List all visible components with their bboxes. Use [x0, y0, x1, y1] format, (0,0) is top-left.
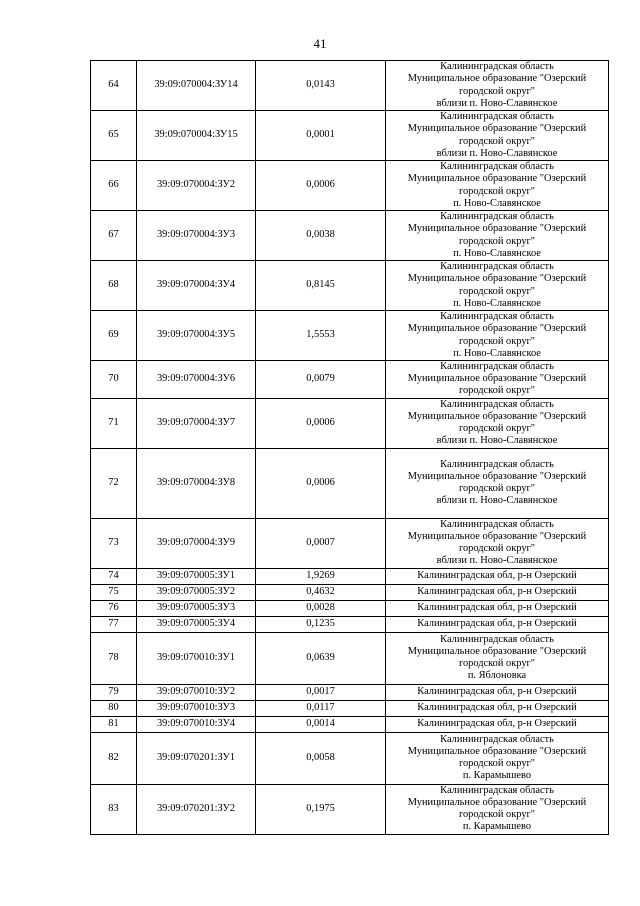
cadastral-number-cell: 39:09:070004:ЗУ7 [137, 398, 256, 448]
area-cell: 0,0014 [256, 716, 386, 732]
table-row [91, 398, 609, 448]
cadastral-number-cell: 39:09:070010:ЗУ2 [137, 684, 256, 700]
cadastral-number-cell: 39:09:070005:ЗУ1 [137, 568, 256, 584]
table-row [91, 311, 609, 361]
table-row [91, 261, 609, 311]
row-number-cell: 70 [91, 361, 137, 399]
cadastral-number-cell: 39:09:070010:ЗУ1 [137, 632, 256, 684]
location-line: п. Ново-Славянское [453, 347, 541, 359]
table-body [91, 61, 609, 835]
row-number-cell: 73 [91, 518, 137, 568]
location-cell [386, 111, 609, 161]
table-row [91, 61, 609, 111]
location-line: городской округ" [458, 335, 536, 347]
cadastral-number-cell: 39:09:070005:ЗУ4 [137, 616, 256, 632]
location-line: Муниципальное образование "Озерский [407, 645, 587, 657]
location-line: Муниципальное образование "Озерский [407, 530, 587, 542]
location-line: Калининградская обл, р-н Озерский [417, 586, 577, 597]
table-row [91, 700, 609, 716]
location-line: Калининградская область [440, 261, 554, 273]
location-cell [386, 61, 609, 111]
location-cell [386, 616, 609, 632]
location-cell [386, 716, 609, 732]
location-cell [386, 518, 609, 568]
location-line: Муниципальное образование "Озерский [407, 273, 587, 285]
location-line: Калининградская область [440, 311, 554, 323]
cadastral-number-cell: 39:09:070004:ЗУ9 [137, 518, 256, 568]
location-line: Муниципальное образование "Озерский [407, 73, 587, 85]
row-number-cell: 76 [91, 600, 137, 616]
location-line: Муниципальное образование "Озерский [407, 470, 587, 482]
area-cell: 0,1235 [256, 616, 386, 632]
location-cell [386, 784, 609, 834]
location-line: Калининградская область [440, 111, 554, 123]
location-line: городской округ" [458, 135, 536, 147]
location-line: Калининградская область [440, 784, 554, 796]
location-line: Калининградская обл, р-н Озерский [417, 686, 577, 697]
area-cell: 1,5553 [256, 311, 386, 361]
location-line: Калининградская область [440, 518, 554, 530]
location-line: Калининградская обл, р-н Озерский [417, 702, 577, 713]
location-cell [386, 684, 609, 700]
area-cell: 0,0007 [256, 518, 386, 568]
area-cell: 0,0006 [256, 448, 386, 518]
cadastral-number-cell: 39:09:070004:ЗУ4 [137, 261, 256, 311]
row-number-cell: 83 [91, 784, 137, 834]
table-row [91, 568, 609, 584]
row-number-cell: 81 [91, 716, 137, 732]
row-number-cell: 82 [91, 732, 137, 784]
row-number-cell: 79 [91, 684, 137, 700]
location-line: Калининградская область [440, 211, 554, 223]
row-number-cell: 68 [91, 261, 137, 311]
cadastral-number-cell: 39:09:070005:ЗУ3 [137, 600, 256, 616]
location-cell [386, 600, 609, 616]
table-row [91, 684, 609, 700]
location-line: Калининградская обл, р-н Озерский [417, 618, 577, 629]
location-line: Муниципальное образование "Озерский [407, 796, 587, 808]
location-cell [386, 448, 609, 518]
row-number-cell: 64 [91, 61, 137, 111]
table-row [91, 784, 609, 834]
location-cell [386, 568, 609, 584]
location-line: городской округ" [458, 758, 536, 770]
table-row [91, 448, 609, 518]
area-cell: 0,1975 [256, 784, 386, 834]
location-line: городской округ" [458, 658, 536, 670]
table-row [91, 616, 609, 632]
cadastral-number-cell: 39:09:070004:ЗУ3 [137, 211, 256, 261]
location-line: городской округ" [458, 235, 536, 247]
area-cell: 0,0117 [256, 700, 386, 716]
location-line: Муниципальное образование "Озерский [407, 123, 587, 135]
location-line: Калининградская область [440, 361, 554, 372]
location-line: Калининградская область [440, 161, 554, 173]
table-row [91, 732, 609, 784]
area-cell: 0,0017 [256, 684, 386, 700]
area-cell: 0,8145 [256, 261, 386, 311]
location-line: Муниципальное образование "Озерский [407, 745, 587, 757]
table-row [91, 211, 609, 261]
location-line: п. Ново-Славянское [453, 247, 541, 259]
row-number-cell: 74 [91, 568, 137, 584]
location-line: Калининградская обл, р-н Озерский [417, 602, 577, 613]
location-line: городской округ" [458, 423, 536, 435]
location-line: п. Карамышево [462, 770, 532, 782]
location-line: Муниципальное образование "Озерский [407, 323, 587, 335]
location-line: Калининградская обл, р-н Озерский [417, 570, 577, 581]
location-line: Муниципальное образование "Озерский [407, 373, 587, 385]
location-line: вблизи п. Ново-Славянское [436, 495, 558, 507]
location-cell [386, 632, 609, 684]
location-line: Калининградская область [440, 61, 554, 73]
area-cell: 0,0006 [256, 161, 386, 211]
location-line: п. Карамышево [462, 821, 532, 833]
location-line: городской округ" [458, 543, 536, 555]
cadastral-number-cell: 39:09:070004:ЗУ15 [137, 111, 256, 161]
row-number-cell: 69 [91, 311, 137, 361]
table-row [91, 600, 609, 616]
location-line: Калининградская область [440, 458, 554, 470]
location-line: Муниципальное образование "Озерский [407, 173, 587, 185]
location-cell [386, 261, 609, 311]
table-row [91, 111, 609, 161]
location-cell [386, 584, 609, 600]
location-line: городской округ" [458, 809, 536, 821]
location-cell [386, 311, 609, 361]
cadastral-number-cell: 39:09:070004:ЗУ8 [137, 448, 256, 518]
location-line: Калининградская область [440, 633, 554, 645]
location-line: вблизи п. Ново-Славянское [436, 97, 558, 109]
row-number-cell: 75 [91, 584, 137, 600]
table-row [91, 632, 609, 684]
row-number-cell: 80 [91, 700, 137, 716]
area-cell: 1,9269 [256, 568, 386, 584]
location-line: вблизи п. Ново-Славянское [436, 147, 558, 159]
location-line: Калининградская область [440, 398, 554, 410]
location-line: п. Ново-Славянское [453, 297, 541, 309]
table-row [91, 161, 609, 211]
location-line: Калининградская область [440, 733, 554, 745]
location-cell [386, 361, 609, 399]
row-number-cell: 77 [91, 616, 137, 632]
area-cell: 0,4632 [256, 584, 386, 600]
area-cell: 0,0038 [256, 211, 386, 261]
cadastral-number-cell: 39:09:070201:ЗУ1 [137, 732, 256, 784]
location-line: Муниципальное образование "Озерский [407, 223, 587, 235]
location-line: городской округ" [458, 85, 536, 97]
location-line: городской округ" [458, 385, 536, 397]
location-line: п. Ново-Славянское [453, 197, 541, 209]
page-number: 41 [313, 36, 327, 51]
table-row [91, 361, 609, 399]
table-row [91, 716, 609, 732]
land-plots-table [90, 60, 609, 835]
table-row [91, 584, 609, 600]
location-line: вблизи п. Ново-Славянское [436, 435, 558, 447]
area-cell: 0,0079 [256, 361, 386, 399]
cadastral-number-cell: 39:09:070010:ЗУ4 [137, 716, 256, 732]
cadastral-number-cell: 39:09:070004:ЗУ2 [137, 161, 256, 211]
row-number-cell: 71 [91, 398, 137, 448]
row-number-cell: 78 [91, 632, 137, 684]
location-cell [386, 700, 609, 716]
location-line: городской округ" [458, 185, 536, 197]
row-number-cell: 65 [91, 111, 137, 161]
location-line: городской округ" [458, 483, 536, 495]
area-cell: 0,0001 [256, 111, 386, 161]
cadastral-number-cell: 39:09:070010:ЗУ3 [137, 700, 256, 716]
table-row [91, 518, 609, 568]
area-cell: 0,0143 [256, 61, 386, 111]
location-line: п. Яблоновка [467, 670, 527, 682]
row-number-cell: 72 [91, 448, 137, 518]
area-cell: 0,0006 [256, 398, 386, 448]
location-line: Муниципальное образование "Озерский [407, 410, 587, 422]
cadastral-number-cell: 39:09:070005:ЗУ2 [137, 584, 256, 600]
location-cell [386, 398, 609, 448]
area-cell: 0,0058 [256, 732, 386, 784]
row-number-cell: 66 [91, 161, 137, 211]
area-cell: 0,0639 [256, 632, 386, 684]
location-cell [386, 161, 609, 211]
cadastral-number-cell: 39:09:070004:ЗУ14 [137, 61, 256, 111]
cadastral-number-cell: 39:09:070004:ЗУ5 [137, 311, 256, 361]
cadastral-number-cell: 39:09:070201:ЗУ2 [137, 784, 256, 834]
area-cell: 0,0028 [256, 600, 386, 616]
location-line: вблизи п. Ново-Славянское [436, 555, 558, 567]
location-line: городской округ" [458, 285, 536, 297]
location-line: Калининградская обл, р-н Озерский [417, 718, 577, 729]
cadastral-number-cell: 39:09:070004:ЗУ6 [137, 361, 256, 399]
location-cell [386, 732, 609, 784]
row-number-cell: 67 [91, 211, 137, 261]
location-cell [386, 211, 609, 261]
